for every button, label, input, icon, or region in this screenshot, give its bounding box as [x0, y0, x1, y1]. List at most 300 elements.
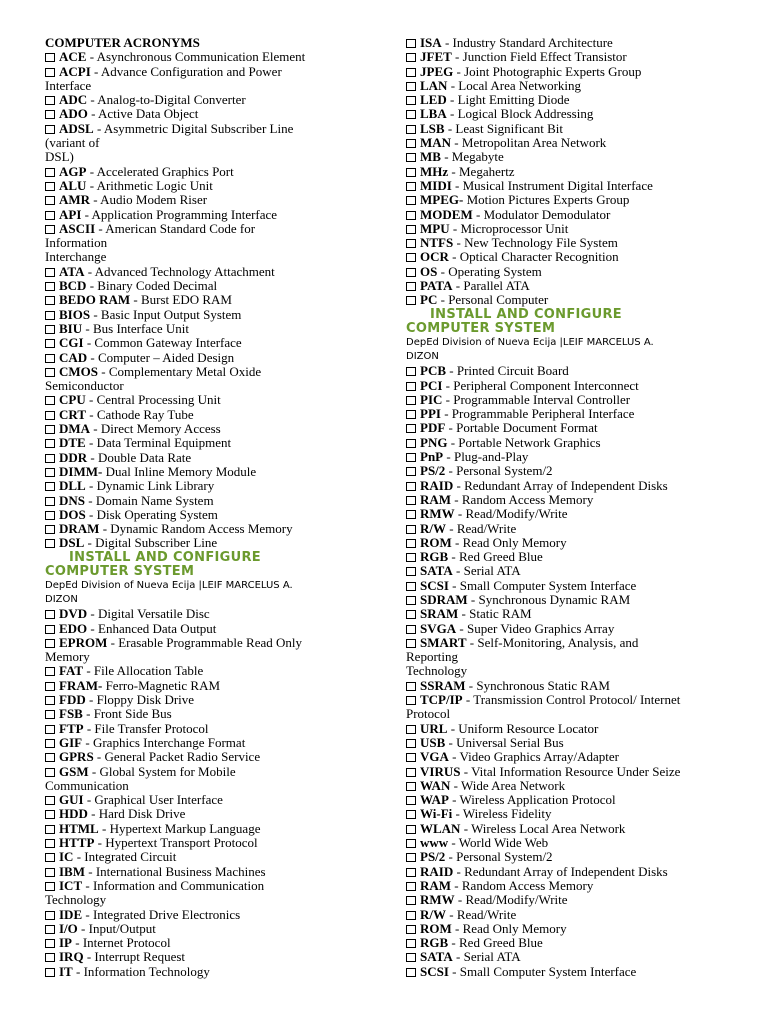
acronym-entry: I/O - Input/Output: [45, 922, 367, 936]
acronym-entry: SCSI - Small Computer System Interface: [406, 965, 736, 979]
bullet-box-icon: [45, 511, 55, 520]
acronym-definition: Computer – Aided Design: [98, 349, 235, 365]
credit-line-1: DepEd Division of Nueva Ecija |LEIF MARCELUS A.: [406, 337, 654, 349]
acronym-entry: LSB - Least Significant Bit: [406, 122, 736, 136]
acronym-entry: PCI - Peripheral Component Interconnect: [406, 379, 736, 393]
banner-line-1: INSTALL AND CONFIGURE: [69, 549, 261, 565]
bullet-box-icon: [406, 768, 416, 777]
acronym-term: OCR: [420, 249, 449, 265]
acronym-definition: Wireless Application Protocol: [459, 792, 616, 808]
acronym-definition: Read/Write: [456, 906, 517, 922]
acronym-entry: IDE - Integrated Drive Electronics: [45, 908, 367, 922]
bullet-box-icon: [45, 311, 55, 320]
bullet-box-icon: [406, 925, 416, 934]
acronym-definition: Basic Input Output System: [100, 306, 242, 322]
acronym-definition: Read Only Memory: [462, 534, 567, 550]
acronym-definition: Microprocessor Unit: [460, 220, 569, 236]
acronym-definition: General Packet Radio Service: [104, 749, 261, 765]
acronym-definition: Advanced Technology Attachment: [94, 263, 275, 279]
acronym-definition: Junction Field Effect Transistor: [462, 49, 627, 65]
acronym-continuation: [45, 650, 367, 664]
acronym-term: MB: [420, 149, 441, 165]
acronym-entry: ROM - Read Only Memory: [406, 536, 736, 550]
acronym-term: OS: [420, 263, 438, 279]
acronym-entry: VGA - Video Graphics Array/Adapter: [406, 750, 736, 764]
continuation-text: Interchange: [45, 249, 107, 265]
bullet-box-icon: [406, 139, 416, 148]
acronym-entry: GUI - Graphical User Interface: [45, 793, 367, 807]
acronym-entry: TCP/IP - Transmission Control Protocol/ Internet: [406, 693, 736, 707]
continuation-text: (variant of: [45, 135, 100, 151]
acronym-definition: Active Data Object: [98, 106, 199, 122]
credit-line: [406, 336, 736, 364]
acronym-definition: Common Gateway Interface: [94, 335, 242, 351]
acronym-term: LSB: [420, 120, 445, 136]
acronym-entry: DTE - Data Terminal Equipment: [45, 436, 367, 450]
bullet-box-icon: [406, 396, 416, 405]
acronym-definition: American Standard Code for: [105, 220, 256, 236]
acronym-term: SATA: [420, 949, 453, 965]
acronym-term: www: [420, 835, 449, 851]
acronym-list-right-2: [406, 364, 736, 979]
acronym-term: TCP/IP: [420, 692, 463, 708]
acronym-term: FTP: [59, 720, 84, 736]
acronym-term: API: [59, 206, 82, 222]
acronym-term: LED: [420, 92, 447, 108]
acronym-term: IBM: [59, 863, 85, 879]
acronym-definition: Vital Information Resource Under Seize: [471, 763, 681, 779]
acronym-term: CMOS: [59, 363, 98, 379]
acronym-entry: ADSL - Asymmetric Digital Subscriber Line: [45, 122, 367, 136]
acronym-term: LBA: [420, 106, 447, 122]
acronym-entry: IBM - International Business Machines: [45, 865, 367, 879]
acronym-entry: ADC - Analog-to-Digital Converter: [45, 93, 367, 107]
acronym-term: FAT: [59, 663, 84, 679]
bullet-box-icon: [45, 354, 55, 363]
acronym-term: DNS: [59, 492, 86, 508]
acronym-definition: Joint Photographic Experts Group: [464, 63, 642, 79]
acronym-continuation: [45, 136, 367, 150]
acronym-entry: CMOS - Complementary Metal Oxide: [45, 365, 367, 379]
bullet-box-icon: [45, 953, 55, 962]
page-title: COMPUTER ACRONYMS: [45, 35, 200, 50]
bullet-box-icon: [406, 382, 416, 391]
acronym-term: IRQ: [59, 949, 84, 965]
bullet-box-icon: [406, 367, 416, 376]
acronym-term: DDR: [59, 449, 88, 465]
acronym-definition: Read/Modify/Write: [465, 506, 568, 522]
bullet-box-icon: [406, 453, 416, 462]
banner-line-2: COMPUTER SYSTEM: [45, 563, 195, 579]
acronym-term: SDRAM: [420, 591, 468, 607]
acronym-term: NTFS: [420, 235, 454, 251]
acronym-entry: HDD - Hard Disk Drive: [45, 807, 367, 821]
banner-line-1: INSTALL AND CONFIGURE: [430, 306, 622, 322]
acronym-term: AMR: [59, 192, 91, 208]
acronym-definition: Video Graphics Array/Adapter: [459, 749, 619, 765]
acronym-definition: New Technology File System: [464, 235, 618, 251]
acronym-entry: FAT - File Allocation Table: [45, 664, 367, 678]
bullet-box-icon: [406, 825, 416, 834]
acronym-entry: USB - Universal Serial Bus: [406, 736, 736, 750]
acronym-entry: IP - Internet Protocol: [45, 936, 367, 950]
acronym-definition: Super Video Graphics Array: [466, 620, 615, 636]
acronym-entry: JPEG - Joint Photographic Experts Group: [406, 65, 736, 79]
acronym-definition: Burst EDO RAM: [140, 292, 232, 308]
acronym-definition: Graphical User Interface: [94, 792, 223, 808]
acronym-entry: PCB - Printed Circuit Board: [406, 364, 736, 378]
acronym-entry: OS - Operating System: [406, 265, 736, 279]
acronym-entry: RMW - Read/Modify/Write: [406, 507, 736, 521]
acronym-term: PCI: [420, 377, 443, 393]
bullet-box-icon: [45, 325, 55, 334]
bullet-box-icon: [406, 596, 416, 605]
acronym-entry: OCR - Optical Character Recognition: [406, 250, 736, 264]
acronym-entry: EPROM - Erasable Programmable Read Only: [45, 636, 367, 650]
bullet-box-icon: [406, 110, 416, 119]
acronym-definition: Asynchronous Communication Element: [96, 49, 306, 65]
acronym-definition: Central Processing Unit: [96, 392, 221, 408]
acronym-definition: Data Terminal Equipment: [96, 435, 232, 451]
continuation-text: Semiconductor: [45, 378, 124, 394]
acronym-term: PNG: [420, 434, 448, 450]
acronym-entry: MB - Megabyte: [406, 150, 736, 164]
acronym-term: RGB: [420, 549, 449, 565]
acronym-entry: LAN - Local Area Networking: [406, 79, 736, 93]
acronym-entry: PC - Personal Computer: [406, 293, 736, 307]
continuation-text: Interface: [45, 77, 92, 93]
acronym-term: SCSI: [420, 963, 449, 979]
acronym-term: WAP: [420, 792, 449, 808]
acronym-term: BEDO RAM: [59, 292, 131, 308]
bullet-box-icon: [406, 168, 416, 177]
acronym-definition: Printed Circuit Board: [456, 363, 569, 379]
acronym-term: CPU: [59, 392, 86, 408]
acronym-definition: Logical Block Addressing: [457, 106, 594, 122]
acronym-term: ISA: [420, 35, 442, 50]
acronym-entry: DSL - Digital Subscriber Line: [45, 536, 367, 550]
acronym-term: VGA: [420, 749, 449, 765]
bullet-box-icon: [45, 868, 55, 877]
bullet-box-icon: [45, 225, 55, 234]
acronym-definition: Personal Computer: [448, 292, 549, 308]
acronym-definition: Parallel ATA: [463, 278, 530, 294]
acronym-definition: Digital Versatile Disc: [98, 606, 210, 622]
bullet-box-icon: [45, 525, 55, 534]
acronym-term: WAN: [420, 777, 451, 793]
continuation-text: Communication: [45, 777, 129, 793]
acronym-entry: WLAN - Wireless Local Area Network: [406, 822, 736, 836]
acronym-definition: Information and Communication: [92, 877, 265, 893]
acronym-definition: Redundant Array of Independent Disks: [464, 863, 668, 879]
bullet-box-icon: [45, 211, 55, 220]
bullet-box-icon: [45, 53, 55, 62]
bullet-box-icon: [406, 539, 416, 548]
acronym-entry: RAID - Redundant Array of Independent Disks: [406, 865, 736, 879]
acronym-definition: Ferro-Magnetic RAM: [105, 677, 221, 693]
bullet-box-icon: [45, 911, 55, 920]
acronym-definition: Graphics Interchange Format: [92, 734, 246, 750]
bullet-box-icon: [45, 968, 55, 977]
acronym-entry: ATA - Advanced Technology Attachment: [45, 265, 367, 279]
acronym-term: ACPI: [59, 63, 91, 79]
acronym-definition: Personal System/2: [456, 463, 553, 479]
acronym-term: DTE: [59, 435, 86, 451]
acronym-entry: ACE - Asynchronous Communication Element: [45, 50, 367, 64]
acronym-entry: CPU - Central Processing Unit: [45, 393, 367, 407]
continuation-text: DSL): [45, 149, 74, 165]
bullet-box-icon: [406, 268, 416, 277]
bullet-box-icon: [45, 168, 55, 177]
acronym-entry: API - Application Programming Interface: [45, 208, 367, 222]
acronym-definition: Complementary Metal Oxide: [108, 363, 262, 379]
acronym-definition: Transmission Control Protocol/ Internet: [473, 692, 681, 708]
continuation-text: Protocol: [406, 706, 451, 722]
bullet-box-icon: [406, 225, 416, 234]
acronym-term: MAN: [420, 135, 452, 151]
credit-line-2: DIZON: [45, 594, 78, 606]
acronym-term: MPU: [420, 220, 450, 236]
acronym-entry: BIU - Bus Interface Unit: [45, 322, 367, 336]
bullet-box-icon: [45, 96, 55, 105]
acronym-definition: Global System for Mobile: [99, 763, 236, 779]
acronym-entry: PIC - Programmable Interval Controller: [406, 393, 736, 407]
acronym-term: JPEG: [420, 63, 454, 79]
bullet-box-icon: [406, 696, 416, 705]
bullet-box-icon: [45, 282, 55, 291]
bullet-box-icon: [406, 739, 416, 748]
acronym-entry: VIRUS - Vital Information Resource Under Seize: [406, 765, 736, 779]
acronym-definition: Accelerated Graphics Port: [96, 163, 234, 179]
acronym-definition: File Transfer Protocol: [94, 720, 209, 736]
bullet-box-icon: [406, 725, 416, 734]
acronym-term: R/W: [420, 906, 446, 922]
acronym-term: ADSL: [59, 120, 94, 136]
acronym-definition: Operating System: [448, 263, 542, 279]
acronym-entry: WAN - Wide Area Network: [406, 779, 736, 793]
acronym-definition: Local Area Networking: [458, 77, 582, 93]
acronym-entry: PS/2 - Personal System/2: [406, 464, 736, 478]
acronym-definition: Wireless Local Area Network: [471, 820, 626, 836]
acronym-entry: SRAM - Static RAM: [406, 607, 736, 621]
credit-line-1: DepEd Division of Nueva Ecija |LEIF MARCELUS A.: [45, 580, 293, 592]
acronym-definition: Dual Inline Memory Module: [105, 463, 257, 479]
bullet-box-icon: [406, 253, 416, 262]
acronym-definition: Application Programming Interface: [91, 206, 278, 222]
bullet-box-icon: [45, 882, 55, 891]
acronym-definition: Bus Interface Unit: [92, 320, 189, 336]
acronym-definition: Metropolitan Area Network: [461, 135, 607, 151]
acronym-entry: RAM - Random Access Memory: [406, 493, 736, 507]
bullet-box-icon: [45, 839, 55, 848]
acronym-term: EDO: [59, 620, 88, 636]
acronym-entry: DDR - Double Data Rate: [45, 451, 367, 465]
acronym-definition: Binary Coded Decimal: [97, 278, 218, 294]
bullet-box-icon: [45, 368, 55, 377]
acronym-definition: Red Greed Blue: [459, 549, 543, 565]
acronym-term: DRAM: [59, 521, 100, 537]
bullet-box-icon: [45, 396, 55, 405]
acronym-definition: Industry Standard Architecture: [452, 35, 613, 50]
acronym-entry: MAN - Metropolitan Area Network: [406, 136, 736, 150]
bullet-box-icon: [406, 39, 416, 48]
acronym-entry: [45, 679, 367, 693]
acronym-term: BIOS: [59, 306, 91, 322]
acronym-term: ACE: [59, 49, 87, 65]
acronym-entry: DLL - Dynamic Link Library: [45, 479, 367, 493]
acronym-entry: GPRS - General Packet Radio Service: [45, 750, 367, 764]
acronym-definition: Programmable Interval Controller: [453, 391, 631, 407]
acronym-term: SMART: [420, 634, 467, 650]
acronym-term: URL: [420, 720, 448, 736]
acronym-term: ADC: [59, 92, 88, 108]
acronym-entry: RGB - Red Greed Blue: [406, 936, 736, 950]
acronym-definition: Dynamic Random Access Memory: [110, 521, 293, 537]
bullet-box-icon: [45, 196, 55, 205]
acronym-term: RAID: [420, 863, 454, 879]
acronym-definition: World Wide Web: [458, 835, 549, 851]
acronym-entry: HTTP - Hypertext Transport Protocol: [45, 836, 367, 850]
acronym-entry: LBA - Logical Block Addressing: [406, 107, 736, 121]
bullet-box-icon: [406, 424, 416, 433]
acronym-definition: Domain Name System: [95, 492, 214, 508]
section-banner: [45, 551, 367, 580]
acronym-entry: ICT - Information and Communication: [45, 879, 367, 893]
acronym-definition: Cathode Ray Tube: [96, 406, 194, 422]
bullet-box-icon: [45, 667, 55, 676]
acronym-term: RMW: [420, 892, 455, 908]
acronym-term: SCSI: [420, 577, 449, 593]
acronym-definition: Integrated Drive Electronics: [92, 906, 241, 922]
acronym-definition: Analog-to-Digital Converter: [97, 92, 246, 108]
acronym-term: RGB: [420, 935, 449, 951]
acronym-term: LAN: [420, 77, 448, 93]
acronym-definition: Hard Disk Drive: [98, 806, 186, 822]
acronym-entry: FDD - Floppy Disk Drive: [45, 693, 367, 707]
acronym-entry: ISA - Industry Standard Architecture: [406, 36, 736, 50]
acronym-definition: Digital Subscriber Line: [95, 535, 218, 551]
acronym-term: GSM: [59, 763, 89, 779]
bullet-box-icon: [45, 825, 55, 834]
acronym-entry: FSB - Front Side Bus: [45, 707, 367, 721]
acronym-term: BCD: [59, 278, 87, 294]
acronym-term: R/W: [420, 520, 446, 536]
acronym-term: SSRAM: [420, 677, 466, 693]
bullet-box-icon: [45, 110, 55, 119]
bullet-box-icon: [406, 296, 416, 305]
acronym-definition: Double Data Rate: [98, 449, 192, 465]
acronym-term: ADO: [59, 106, 88, 122]
acronym-definition: Universal Serial Bus: [456, 734, 564, 750]
acronym-entry: ASCII - American Standard Code for: [45, 222, 367, 236]
bullet-box-icon: [406, 639, 416, 648]
acronym-entry: CGI - Common Gateway Interface: [45, 336, 367, 350]
acronym-entry: EDO - Enhanced Data Output: [45, 622, 367, 636]
bullet-box-icon: [45, 925, 55, 934]
bullet-box-icon: [406, 911, 416, 920]
acronym-term: SVGA: [420, 620, 457, 636]
credit-line-2: DIZON: [406, 351, 439, 363]
acronym-entry: PnP - Plug-and-Play: [406, 450, 736, 464]
acronym-entry: SATA - Serial ATA: [406, 950, 736, 964]
acronym-term: HTML: [59, 820, 99, 836]
acronym-definition: Audio Modem Riser: [100, 192, 208, 208]
acronym-definition: Arithmetic Logic Unit: [96, 177, 213, 193]
acronym-definition: Direct Memory Access: [100, 421, 221, 437]
bullet-box-icon: [406, 196, 416, 205]
acronym-entry: ROM - Read Only Memory: [406, 922, 736, 936]
acronym-definition: Small Computer System Interface: [459, 963, 637, 979]
acronym-definition: Interrupt Request: [94, 949, 186, 965]
acronym-term: GPRS: [59, 749, 94, 765]
acronym-term: USB: [420, 734, 446, 750]
acronym-entry: ADO - Active Data Object: [45, 107, 367, 121]
acronym-term: SRAM: [420, 606, 459, 622]
continuation-text: Information: [45, 235, 108, 251]
acronym-definition: Dynamic Link Library: [96, 478, 215, 494]
acronym-definition: Internet Protocol: [82, 935, 171, 951]
acronym-entry: BEDO RAM - Burst EDO RAM: [45, 293, 367, 307]
bullet-box-icon: [406, 625, 416, 634]
bullet-box-icon: [406, 96, 416, 105]
acronym-definition: Serial ATA: [463, 563, 521, 579]
acronym-entry: SATA - Serial ATA: [406, 564, 736, 578]
acronym-term: DLL: [59, 478, 86, 494]
acronym-definition: Wireless Fidelity: [462, 806, 552, 822]
bullet-box-icon: [45, 497, 55, 506]
acronym-term: PnP: [420, 449, 444, 465]
acronym-definition: Programmable Peripheral Interface: [451, 406, 635, 422]
bullet-box-icon: [406, 953, 416, 962]
bullet-box-icon: [45, 725, 55, 734]
acronym-entry: CAD - Computer – Aided Design: [45, 351, 367, 365]
acronym-entry: PS/2 - Personal System/2: [406, 850, 736, 864]
bullet-box-icon: [406, 896, 416, 905]
bullet-box-icon: [45, 468, 55, 477]
bullet-box-icon: [406, 125, 416, 134]
acronym-term: VIRUS: [420, 763, 461, 779]
acronym-entry: R/W - Read/Write: [406, 522, 736, 536]
acronym-definition: Megabyte: [451, 149, 504, 165]
acronym-term: GIF: [59, 734, 83, 750]
acronym-list-right-1: [406, 36, 736, 308]
acronym-term: DIMM-: [59, 463, 103, 479]
acronym-entry: HTML - Hypertext Markup Language: [45, 822, 367, 836]
bullet-box-icon: [45, 939, 55, 948]
acronym-term: PDF: [420, 420, 446, 436]
acronym-term: RAM: [420, 877, 452, 893]
acronym-term: HTTP: [59, 835, 95, 851]
bullet-box-icon: [45, 682, 55, 691]
acronym-entry: DNS - Domain Name System: [45, 494, 367, 508]
acronym-entry: DRAM - Dynamic Random Access Memory: [45, 522, 367, 536]
bullet-box-icon: [406, 239, 416, 248]
acronym-term: PCB: [420, 363, 446, 379]
acronym-term: ICT: [59, 877, 83, 893]
bullet-box-icon: [45, 639, 55, 648]
acronym-entry: SVGA - Super Video Graphics Array: [406, 622, 736, 636]
acronym-definition: Wide Area Network: [460, 777, 566, 793]
acronym-entry: ACPI - Advance Configuration and Power: [45, 65, 367, 79]
acronym-term: MODEM: [420, 206, 473, 222]
bullet-box-icon: [406, 796, 416, 805]
acronym-definition: Synchronous Static RAM: [476, 677, 610, 693]
acronym-continuation: [45, 79, 367, 93]
credit-line: [45, 579, 367, 607]
acronym-definition: Modulator Demodulator: [483, 206, 611, 222]
acronym-term: MIDI: [420, 177, 452, 193]
left-column: [45, 36, 367, 979]
